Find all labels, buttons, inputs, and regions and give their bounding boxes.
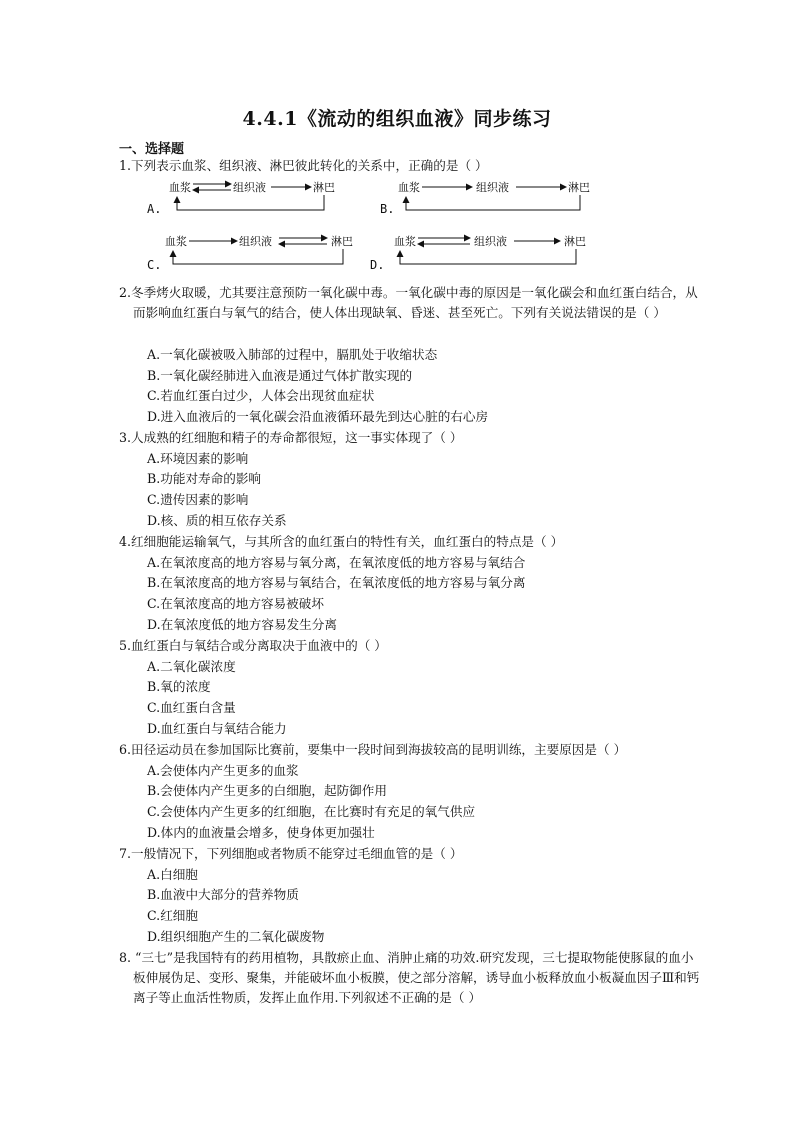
question-2-option-b: B.一氧化碳经肺进入血液是通过气体扩散实现的: [147, 368, 413, 383]
question-3-stem: 3.人成熟的红细胞和精子的寿命都很短，这一事实体现了（ ）: [119, 430, 463, 445]
diagram-c-svg: [147, 230, 357, 272]
question-3-option-d: D.核、质的相互依存关系: [147, 513, 287, 528]
diagram-a-svg: [147, 176, 347, 218]
diagram-d-lymph: 淋巴: [564, 235, 586, 248]
question-6-option-b: B.会使体内产生更多的白细胞，起防御作用: [147, 783, 387, 798]
diagram-c-lymph: 淋巴: [331, 235, 353, 248]
question-8-stem-text: 8. “三七”是我国特有的药用植物，具散瘀止血、消肿止痛的功效.研究发现，三七提取物能使豚鼠的血小板伸展伪足、变形、聚集，并能破坏血小板膜，使之部分溶解，诱导血小板释放血小板凝血因子Ⅲ和钙离子等止血活性物质，发挥止血作用.下列叙述不正确的是（ ）: [119, 950, 700, 1005]
question-6-option-a: A.会使体内产生更多的血浆: [147, 763, 299, 778]
page-title: 4.4.1《流动的组织血液》同步练习: [242, 108, 552, 130]
question-5-stem: 5.血红蛋白与氧结合或分离取决于血液中的（ ）: [119, 638, 387, 653]
diagram-c-plasma: 血浆: [165, 235, 187, 248]
diagram-b-tissue-fluid: 组织液: [476, 181, 509, 194]
question-5-option-a: A.二氧化碳浓度: [147, 659, 236, 674]
diagram-d-svg: [370, 230, 600, 272]
question-2-option-d: D.进入血液后的一氧化碳会沿血液循环最先到达心脏的右心房: [147, 409, 489, 424]
question-8-stem: [119, 948, 704, 1008]
question-5-option-b: B.氧的浓度: [147, 679, 211, 694]
diagram-a-letter: A.: [147, 202, 162, 216]
question-4-option-b: B.在氧浓度高的地方容易与氧结合，在氧浓度低的地方容易与氧分离: [147, 575, 526, 590]
question-7-stem: 7.一般情况下，下列细胞或者物质不能穿过毛细血管的是（ ）: [119, 846, 463, 861]
question-7-option-a: A.白细胞: [147, 867, 198, 882]
diagram-option-a: [147, 176, 347, 218]
diagram-b-svg: [380, 176, 600, 218]
question-2-stem: [119, 283, 704, 323]
question-6-stem: 6.田径运动员在参加国际比赛前，要集中一段时间到海拔较高的昆明训练，主要原因是（ ）: [119, 742, 627, 757]
diagram-b-lymph: 淋巴: [568, 181, 590, 194]
diagram-d-tissue-fluid: 组织液: [474, 235, 507, 248]
diagram-a-tissue-fluid: 组织液: [233, 181, 266, 194]
question-2-option-c: C.若血红蛋白过少，人体会出现贫血症状: [147, 388, 375, 403]
diagram-c-letter: C.: [147, 258, 162, 272]
question-3-option-c: C.遗传因素的影响: [147, 492, 249, 507]
diagram-d-plasma: 血浆: [394, 235, 416, 248]
diagram-a-lymph: 淋巴: [313, 181, 335, 194]
diagram-option-d: [370, 230, 600, 272]
diagram-c-tissue-fluid: 组织液: [239, 235, 272, 248]
diagram-b-letter: B.: [380, 202, 395, 216]
question-3-option-b: B.功能对寿命的影响: [147, 471, 262, 486]
diagram-a-plasma: 血浆: [169, 181, 191, 194]
diagram-option-b: [380, 176, 600, 218]
diagram-option-c: [147, 230, 357, 272]
diagram-d-letter: D.: [370, 258, 385, 272]
question-2-option-a: A.一氧化碳被吸入肺部的过程中，膈肌处于收缩状态: [147, 347, 438, 362]
question-6-option-d: D.体内的血液量会增多，使身体更加强壮: [147, 825, 375, 840]
question-4-option-c: C.在氧浓度高的地方容易被破坏: [147, 596, 324, 611]
question-7-option-b: B.血液中大部分的营养物质: [147, 887, 299, 902]
question-7-option-d: D.组织细胞产生的二氧化碳废物: [147, 929, 325, 944]
question-4-option-a: A.在氧浓度高的地方容易与氧分离，在氧浓度低的地方容易与氧结合: [147, 555, 526, 570]
question-7-option-c: C.红细胞: [147, 908, 198, 923]
question-5-option-c: C.血红蛋白含量: [147, 700, 236, 715]
question-6-option-c: C.会使体内产生更多的红细胞，在比赛时有充足的氧气供应: [147, 804, 476, 819]
question-4-option-d: D.在氧浓度低的地方容易发生分离: [147, 617, 337, 632]
diagram-b-plasma: 血浆: [398, 181, 420, 194]
question-4-stem: 4.红细胞能运输氧气，与其所含的血红蛋白的特性有关，血红蛋白的特点是（ ）: [119, 534, 564, 549]
question-1-stem: 1.下列表示血浆、组织液、淋巴彼此转化的关系中，正确的是（ ）: [119, 158, 488, 173]
section-heading: 一、选择题: [119, 142, 185, 157]
question-5-option-d: D.血红蛋白与氧结合能力: [147, 721, 287, 736]
question-3-option-a: A.环境因素的影响: [147, 451, 249, 466]
question-2-stem-text: 2.冬季烤火取暖，尤其要注意预防一氧化碳中毒。一氧化碳中毒的原因是一氧化碳会和血红蛋白结合，从而影响血红蛋白与氧气的结合，使人体出现缺氧、昏迷、甚至死亡。下列有关说法错误的是（ ）: [119, 285, 698, 320]
